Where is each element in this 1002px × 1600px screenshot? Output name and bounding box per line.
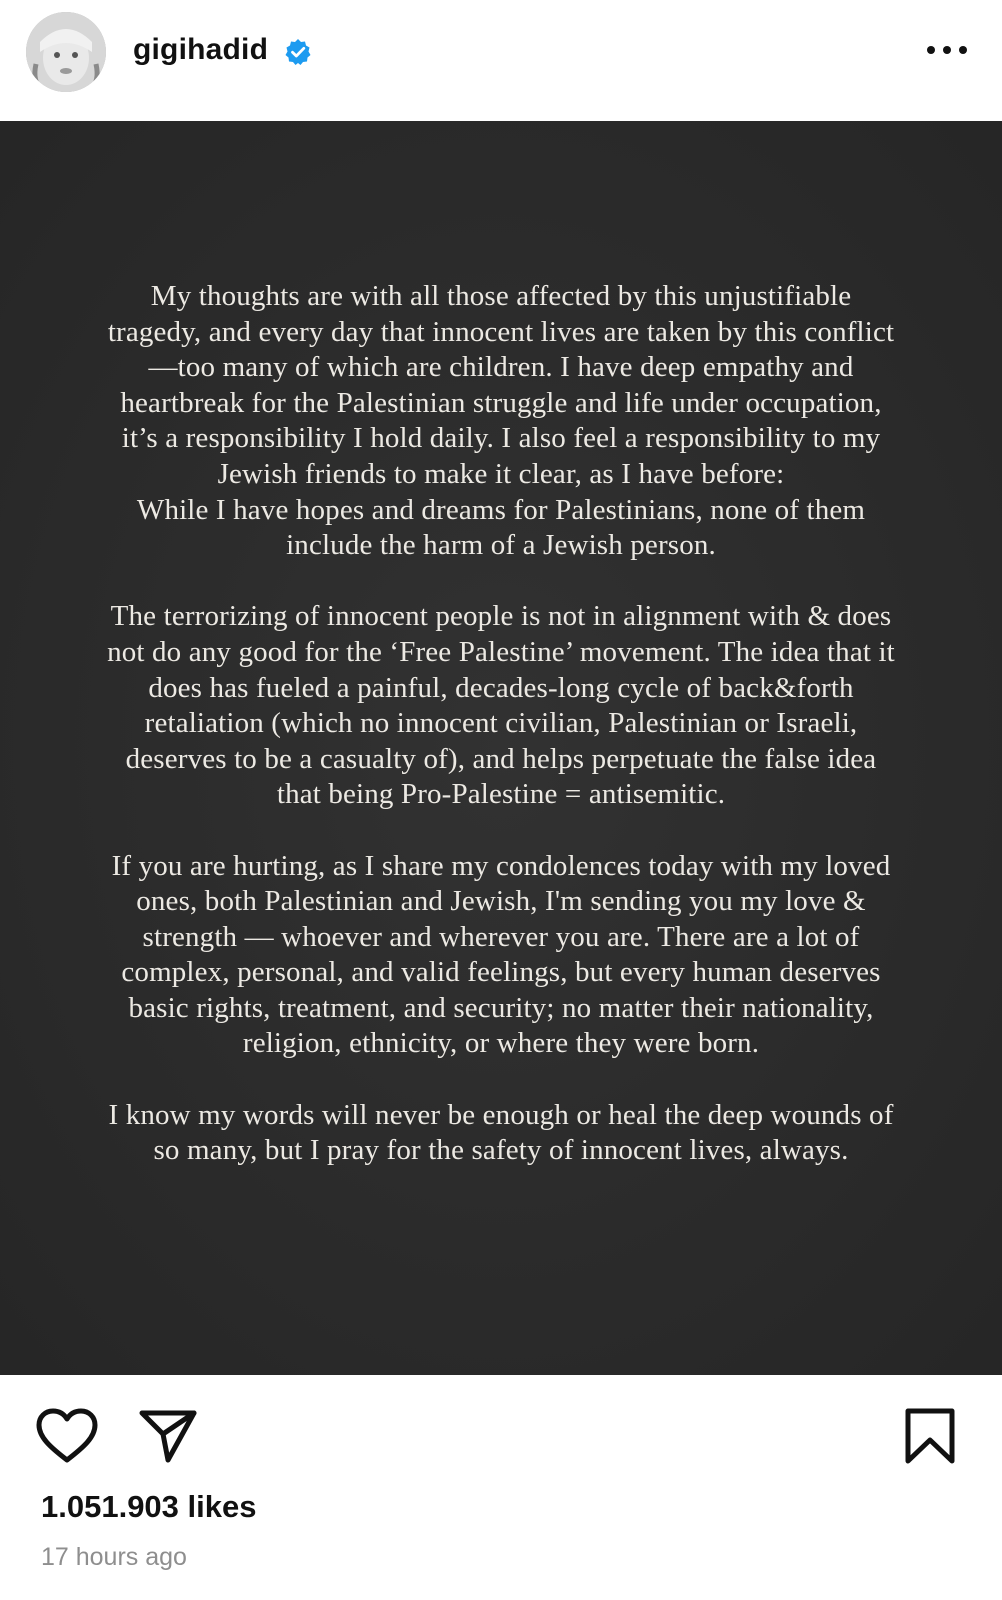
likes-count[interactable]: 1.051.903 likes — [41, 1489, 257, 1524]
statement-paragraph-2: The terrorizing of innocent people is not in alignment with & does not do any good for the ‘Free Palestine’ movement. The idea that it does has fueled a painful, decades-long cycle of back&forth retaliation (which no innocent civilian, Palestinian or Israeli, deserves to be a casualty of), and helps perpetuate the false idea that being Pro-Palestine = antisemitic. — [107, 600, 895, 811]
statement-paragraph-1: My thoughts are with all those affected by this unjustifiable tragedy, and every day that innocent lives are taken by this conflict —too many of which are children. I have deep empathy and heartbreak for the Palestinian struggle and life under occupation, it’s a responsibility I hold daily. I also feel a responsibility to my Jewish friends to make it clear, as I have before: While I have hopes and dreams for Palestinians, none of them include the harm of a Jewish person. — [107, 280, 895, 562]
post-timestamp: 17 hours ago — [41, 1543, 187, 1571]
avatar[interactable] — [26, 12, 106, 92]
post-image[interactable] — [0, 121, 1002, 1375]
more-options-icon[interactable] — [922, 34, 972, 66]
avatar-image — [26, 12, 106, 92]
bookmark-icon[interactable] — [902, 1407, 958, 1465]
post-header — [0, 0, 1002, 120]
username[interactable]: gigihadid — [133, 33, 269, 66]
share-icon[interactable] — [138, 1408, 198, 1464]
verified-badge-icon — [284, 38, 312, 66]
post-actions — [0, 1375, 1002, 1600]
statement-paragraph-4: I know my words will never be enough or heal the deep wounds of so many, but I pray for the safety of innocent lives, always. — [108, 1098, 894, 1167]
post-statement-text — [40, 279, 962, 1204]
statement-paragraph-3: If you are hurting, as I share my condolences today with my loved ones, both Palestinian and Jewish, I'm sending you my love & strength — whoever and wherever you are. There are a lot of complex, personal, and valid feelings, but every human deserves basic rights, treatment, and security; no matter their nationality, religion, ethnicity, or where they were born. — [111, 849, 891, 1060]
heart-icon[interactable] — [36, 1408, 98, 1464]
